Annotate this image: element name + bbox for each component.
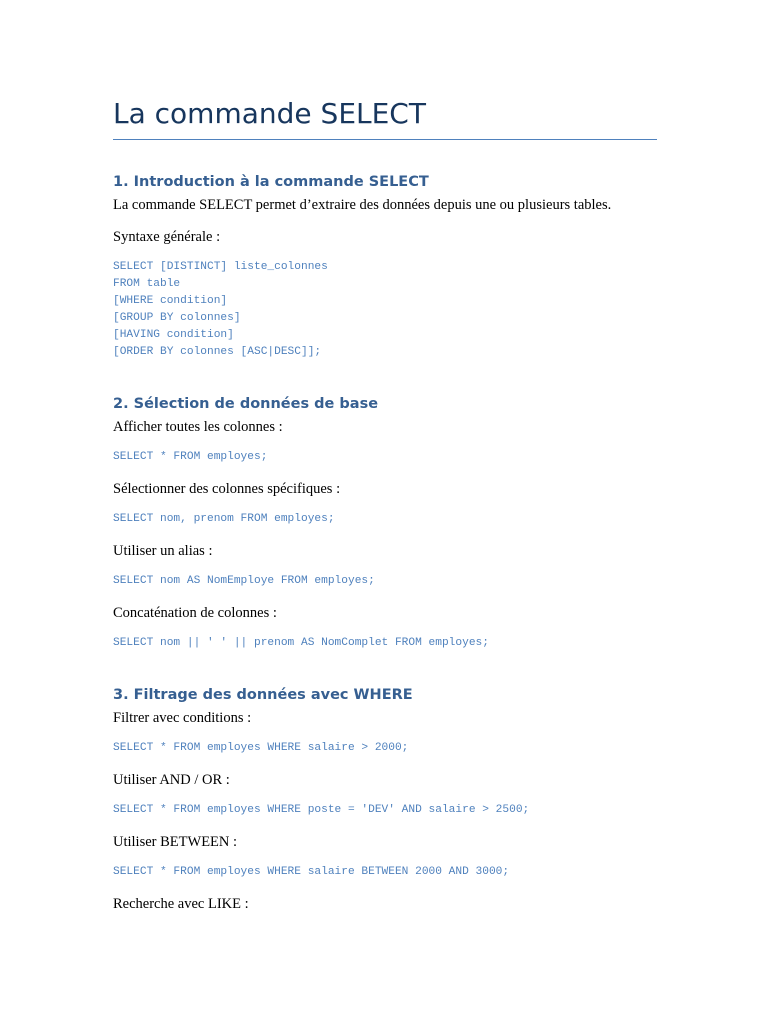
section-introduction: [113, 172, 673, 361]
example-label: Utiliser un alias :: [113, 543, 213, 559]
page-title: La commande SELECT: [113, 97, 426, 130]
example-code: SELECT * FROM employes WHERE salaire > 2000;: [113, 742, 409, 754]
syntax-line: [ORDER BY colonnes [ASC|DESC]];: [113, 346, 322, 358]
section-heading-introduction: 1. Introduction à la commande SELECT: [113, 174, 429, 190]
syntax-line: SELECT [DISTINCT] liste_colonnes: [113, 261, 328, 273]
example-label: Utiliser AND / OR :: [113, 772, 230, 788]
section-heading-basic-selection: 2. Sélection de données de base: [113, 396, 379, 412]
syntax-line: FROM table: [113, 278, 181, 290]
title-underline: [113, 139, 657, 140]
syntax-label: Syntaxe générale :: [113, 229, 221, 245]
syntax-line: [WHERE condition]: [113, 295, 228, 307]
example-code: SELECT nom AS NomEmploye FROM employes;: [113, 575, 375, 587]
example-code: SELECT * FROM employes;: [113, 451, 268, 463]
syntax-line: [HAVING condition]: [113, 329, 234, 341]
intro-paragraph: La commande SELECT permet d’extraire des données depuis une ou plusieurs tables.: [113, 197, 612, 213]
example-code: SELECT nom, prenom FROM employes;: [113, 513, 335, 525]
syntax-line: [GROUP BY colonnes]: [113, 312, 241, 324]
example-label: Utiliser BETWEEN :: [113, 834, 238, 850]
example-code: SELECT * FROM employes WHERE salaire BETWEEN 2000 AND 3000;: [113, 866, 510, 878]
example-label: Recherche avec LIKE :: [113, 896, 249, 912]
section-where-filtering: [113, 685, 673, 914]
example-code: SELECT * FROM employes WHERE poste = 'DEV' AND salaire > 2500;: [113, 804, 530, 816]
example-label: Sélectionner des colonnes spécifiques :: [113, 481, 341, 497]
example-code: SELECT nom || ' ' || prenom AS NomComplet FROM employes;: [113, 637, 489, 649]
section-basic-selection: [113, 394, 673, 652]
example-label: Concaténation de colonnes :: [113, 605, 277, 621]
example-label: Filtrer avec conditions :: [113, 710, 252, 726]
section-heading-where-filtering: 3. Filtrage des données avec WHERE: [113, 687, 413, 703]
example-label: Afficher toutes les colonnes :: [113, 419, 283, 435]
syntax-code-block: [113, 259, 673, 361]
